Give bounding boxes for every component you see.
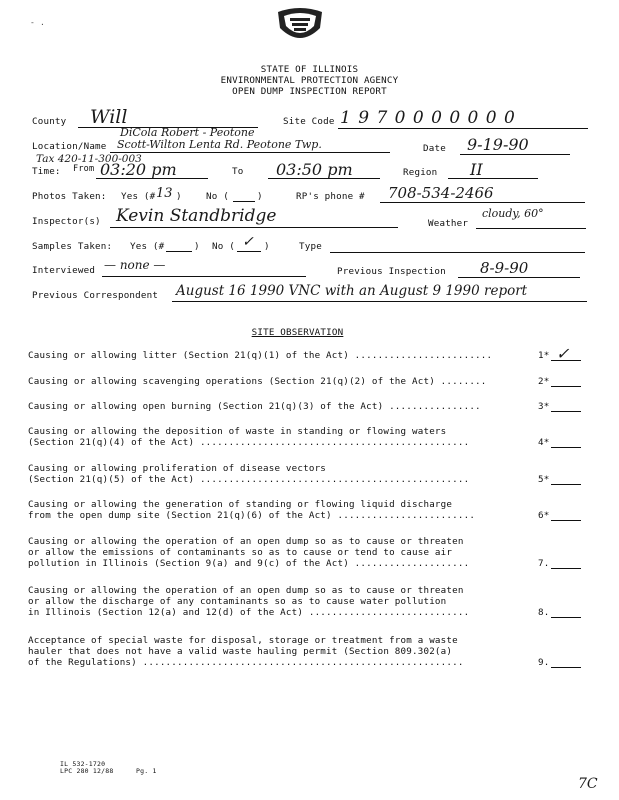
time-label: Time: [32, 166, 61, 177]
samples-no-check[interactable]: ✓ [242, 234, 254, 250]
observation-number: 3* [538, 401, 550, 412]
observation-text: Causing or allowing open burning (Section 21(q)(3) of the Act) ................ [28, 401, 481, 412]
location-value-1: DiCola Robert - Peotone [120, 126, 255, 139]
observation-text: or allow the emissions of contaminants so as to cause or tend to cause air [28, 547, 453, 558]
observation-answer-blank[interactable] [551, 617, 581, 618]
site-code-label: Site Code [283, 116, 335, 127]
county-value: Will [90, 106, 128, 128]
observation-number: 5* [538, 474, 550, 485]
observation-text: Causing or allowing the operation of an open dump so as to cause or threaten [28, 536, 464, 547]
observation-text: Causing or allowing scavenging operations (Section 21(q)(2) of the Act) ........ [28, 376, 487, 387]
site-observation-title: SITE OBSERVATION [251, 327, 344, 338]
photos-no-close: ) [257, 191, 263, 202]
observation-number: 1* [538, 350, 550, 361]
photos-label: Photos Taken: [32, 191, 107, 202]
photos-count[interactable]: 13 [156, 186, 173, 201]
observation-text: Causing or allowing the generation of standing or flowing liquid discharge [28, 499, 453, 510]
prev-inspection-label: Previous Inspection [337, 266, 446, 277]
page-number: Pg. 1 [136, 767, 157, 775]
observation-text: Causing or allowing litter (Section 21(q)(1) of the Act) ........................ [28, 350, 493, 361]
samples-label: Samples Taken: [32, 241, 113, 252]
observation-answer-blank[interactable] [551, 386, 581, 387]
observation-text: in Illinois (Section 12(a) and 12(d) of the Act) ............................ [28, 607, 470, 618]
observation-text: hauler that does not have a valid waste hauling permit (Section 809.302(a) [28, 646, 453, 657]
type-label: Type [299, 241, 322, 252]
interviewed-value: — none — [104, 258, 166, 272]
observation-answer-blank[interactable] [551, 667, 581, 668]
photos-yes: Yes (# [121, 191, 156, 202]
observation-text: Causing or allowing proliferation of disease vectors [28, 463, 327, 474]
observation-number: 2* [538, 376, 550, 387]
region-value: II [470, 160, 483, 179]
prev-inspection-value: 8-9-90 [480, 259, 529, 277]
observation-answer-blank[interactable] [551, 411, 581, 412]
observation-answer-blank[interactable] [551, 484, 581, 485]
date-label: Date [423, 143, 446, 154]
observation-answer-blank[interactable] [551, 520, 581, 521]
weather-value: cloudy, 60° [482, 207, 544, 220]
observation-number: 4* [538, 437, 550, 448]
samples-no: No ( [212, 241, 235, 252]
samples-close: ) [194, 241, 200, 252]
observation-text: Acceptance of special waste for disposal, storage or treatment from a waste [28, 635, 458, 646]
to-value: 03:50 pm [276, 160, 353, 179]
location-value-2: Scott-Wilton Lenta Rd. Peotone Twp. [117, 138, 322, 151]
observation-check-mark: ✓ [556, 344, 570, 363]
to-label: To [232, 166, 244, 177]
header-agency: ENVIRONMENTAL PROTECTION AGENCY [220, 75, 399, 86]
date-value: 9-19-90 [467, 135, 529, 154]
observation-text: Causing or allowing the operation of an open dump so as to cause or threaten [28, 585, 464, 596]
observation-number: 9. [538, 657, 550, 668]
observation-text: (Section 21(q)(5) of the Act) ............................................... [28, 474, 470, 485]
inspectors-value: Kevin Standbridge [116, 206, 277, 226]
observation-number: 6* [538, 510, 550, 521]
form-number-1: IL 532-1720 [60, 760, 106, 768]
observation-answer-blank[interactable] [551, 568, 581, 569]
observation-text: Causing or allowing the deposition of waste in standing or flowing waters [28, 426, 447, 437]
form-number-2: LPC 280 12/88 [60, 767, 114, 775]
weather-label: Weather [428, 218, 469, 229]
corner-mark: - . [30, 18, 46, 27]
header-report-title: OPEN DUMP INSPECTION REPORT [232, 86, 387, 97]
rp-phone-value: 708-534-2466 [388, 184, 494, 202]
observation-text: or allow the discharge of any contaminants so as to cause water pollution [28, 596, 447, 607]
header-state: STATE OF ILLINOIS [260, 64, 359, 75]
observation-text: pollution in Illinois (Section 9(a) and 9(c) of the Act) .................... [28, 558, 470, 569]
samples-no-close: ) [264, 241, 270, 252]
county-label: County [32, 116, 67, 127]
observation-answer-blank[interactable] [551, 447, 581, 448]
samples-yes: Yes (# [130, 241, 165, 252]
photos-close: ) [176, 191, 182, 202]
from-value: 03:20 pm [100, 160, 177, 179]
corner-note: 7C [578, 776, 598, 792]
inspectors-label: Inspector(s) [32, 216, 101, 227]
prev-corr-value: August 16 1990 VNC with an August 9 1990 report [176, 283, 528, 299]
observation-text: from the open dump site (Section 21(q)(6) of the Act) ........................ [28, 510, 476, 521]
from-label: From [73, 164, 95, 174]
observation-number: 7. [538, 558, 550, 569]
site-code-value: 1 9 7 0 0 0 0 0 0 0 [340, 108, 516, 128]
prev-corr-label: Previous Correspondent [32, 290, 159, 301]
rp-phone-label: RP's phone # [296, 191, 365, 202]
observation-text: (Section 21(q)(4) of the Act) ............................................... [28, 437, 470, 448]
photos-no: No ( [206, 191, 229, 202]
state-seal-icon [276, 8, 324, 44]
region-label: Region [403, 167, 438, 178]
interviewed-label: Interviewed [32, 265, 96, 276]
location-label: Location/Name [32, 141, 107, 152]
observation-number: 8. [538, 607, 550, 618]
tax-value: Tax 420-11-300-003 [36, 153, 142, 165]
observation-text: of the Regulations) ........................................................ [28, 657, 464, 668]
